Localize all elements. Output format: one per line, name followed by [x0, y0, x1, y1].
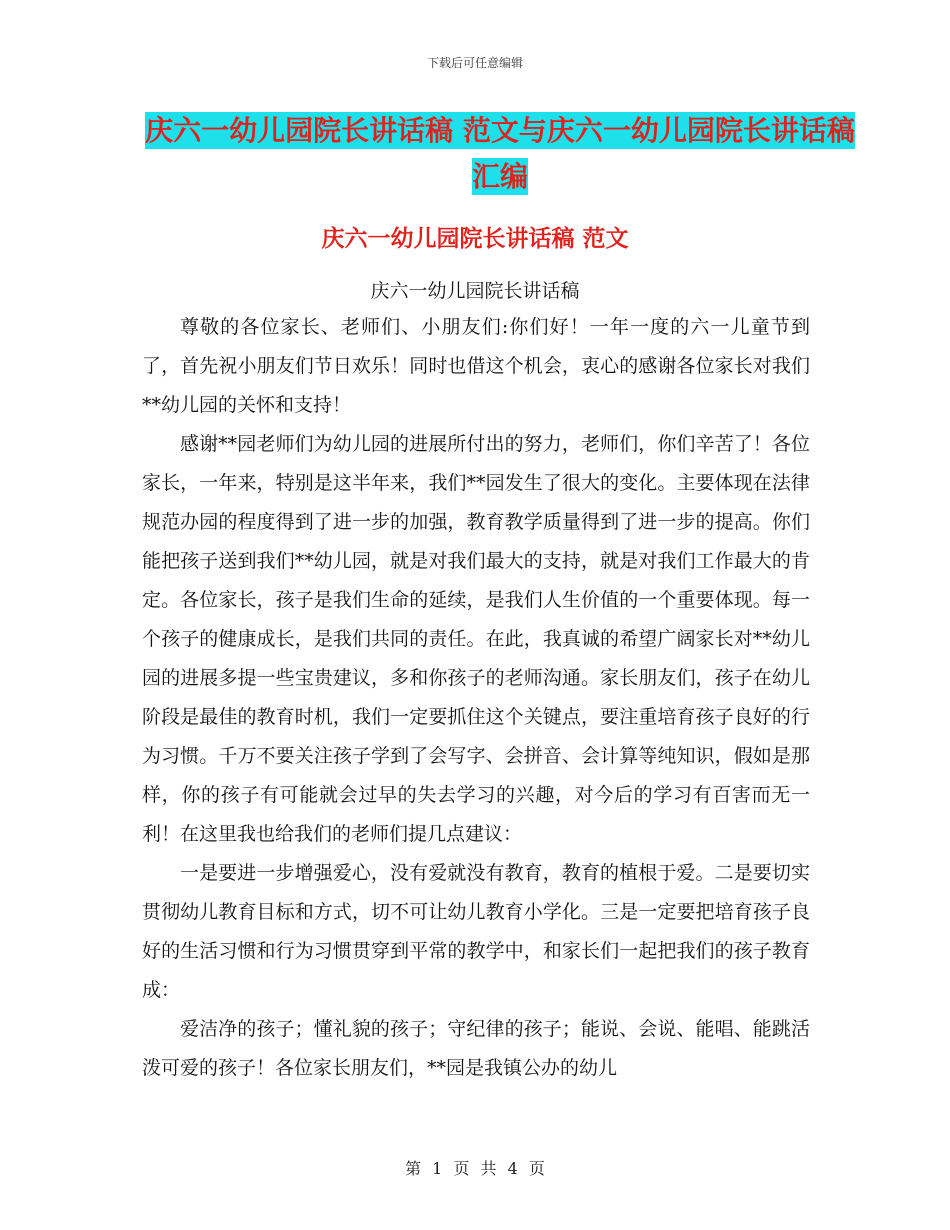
- body-paragraph-1: 尊敬的各位家长、老师们、小朋友们:你们好！一年一度的六一儿童节到了，首先祝小朋友们节日欢乐！同时也借这个机会，衷心的感谢各位家长对我们**幼儿园的关怀和支持！: [142, 316, 810, 416]
- page-number-footer: 第 1 页 共 4 页: [405, 1159, 545, 1178]
- body-paragraph-3: 一是要进一步增强爱心，没有爱就没有教育，教育的植根于爱。二是要切实贯彻幼儿教育目标和方式，切不可让幼儿教育小学化。三是一定要把培育孩子良好的生活习惯和行为习惯贯穿到平常的教学中，和家长们一起把我们的孩子教育成：: [142, 862, 810, 1001]
- document-subtitle: 庆六一幼儿园院长讲话稿: [370, 280, 580, 302]
- section-title: 庆六一幼儿园院长讲话稿 范文: [321, 226, 629, 252]
- body-paragraph-2: 感谢**园老师们为幼儿园的进展所付出的努力，老师们，你们辛苦了！各位家长，一年来，特别是这半年来，我们**园发生了很大的变化。主要体现在法律规范办园的程度得到了进一步的加强，教育教学质量得到了进一步的提高。你们能把孩子送到我们**幼儿园，就是对我们最大的支持，就是对我们工作最大的肯定。各位家长，孩子是我们生命的延续，是我们人生价值的一个重要体现。每一个孩子的健康成长，是我们共同的责任。在此，我真诚的希望广阔家长对**幼儿园的进展多提一些宝贵建议，多和你孩子的老师沟通。家长朋友们，孩子在幼儿阶段是最佳的教育时机，我们一定要抓住这个关键点，要注重培育孩子良好的行为习惯。千万不要关注孩子学到了会写字、会拼音、会计算等纯知识，假如是那样，你的孩子有可能就会过早的失去学习的兴趣，对今后的学习有百害而无一利！在这里我也给我们的老师们提几点建议：: [142, 433, 810, 845]
- page-header-note: 下载后可任意编辑: [426, 56, 523, 70]
- main-title-highlight: 庆六一幼儿园院长讲话稿 范文与庆六一幼儿园院长讲话稿汇编: [145, 114, 855, 193]
- body-paragraph-4: 爱洁净的孩子；懂礼貌的孩子；守纪律的孩子；能说、会说、能唱、能跳活泼可爱的孩子！各位家长朋友们，**园是我镇公办的幼儿: [142, 1018, 810, 1079]
- document-main-title: [140, 108, 860, 200]
- document-body: [142, 308, 810, 1088]
